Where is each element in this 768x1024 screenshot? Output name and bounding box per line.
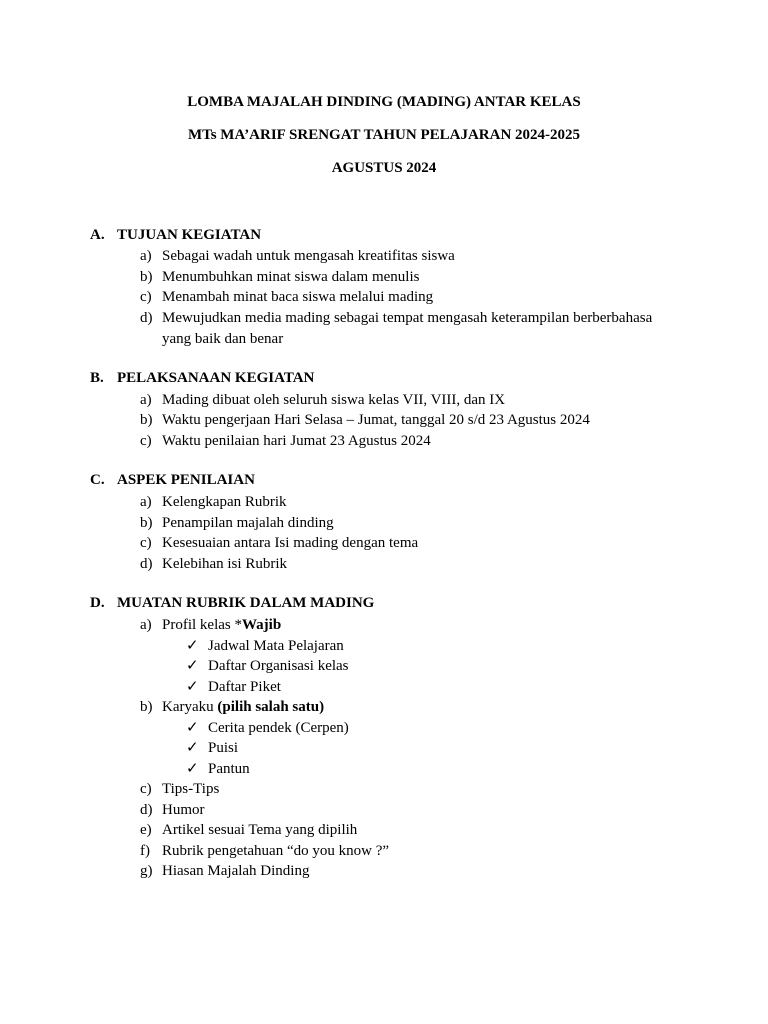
- section-letter: C.: [90, 472, 105, 488]
- item-label: c): [140, 781, 152, 797]
- document-title: LOMBA MAJALAH DINDING (MADING) ANTAR KELAS: [187, 94, 581, 110]
- item-label: d): [140, 556, 153, 572]
- section-title: TUJUAN KEGIATAN: [117, 227, 262, 243]
- item-label: f): [140, 843, 150, 859]
- section-title: ASPEK PENILAIAN: [117, 472, 255, 488]
- checklist-text: Daftar Piket: [208, 679, 281, 695]
- checkmark-icon: ✓: [186, 761, 199, 777]
- item-label: a): [140, 392, 152, 408]
- item-label: a): [140, 248, 152, 264]
- item-label: g): [140, 863, 153, 879]
- checkmark-icon: ✓: [186, 658, 199, 674]
- item-text: Rubrik pengetahuan “do you know ?”: [162, 843, 390, 859]
- item-text: Sebagai wadah untuk mengasah kreatifitas siswa: [162, 248, 455, 264]
- checkmark-icon: ✓: [186, 638, 199, 654]
- item-text: Kesesuaian antara Isi mading dengan tema: [162, 535, 419, 551]
- section-letter: D.: [90, 595, 105, 611]
- item-label: c): [140, 535, 152, 551]
- item-text: Hiasan Majalah Dinding: [162, 863, 310, 879]
- item-label: b): [140, 269, 153, 285]
- item-emphasis: Wajib: [242, 617, 282, 633]
- section-title: PELAKSANAAN KEGIATAN: [117, 370, 315, 386]
- checkmark-icon: ✓: [186, 720, 199, 736]
- item-label: d): [140, 310, 153, 326]
- item-text: Humor: [162, 802, 205, 818]
- item-label: a): [140, 617, 152, 633]
- item-label: c): [140, 433, 152, 449]
- checklist-text: Cerita pendek (Cerpen): [208, 720, 349, 736]
- document-date: AGUSTUS 2024: [331, 160, 437, 176]
- item-label: a): [140, 494, 152, 510]
- item-text: Tips-Tips: [162, 781, 220, 797]
- item-text-continuation: yang baik dan benar: [162, 331, 284, 347]
- checkmark-icon: ✓: [186, 679, 199, 695]
- section-title: MUATAN RUBRIK DALAM MADING: [117, 595, 375, 611]
- item-label: b): [140, 515, 153, 531]
- checklist-text: Daftar Organisasi kelas: [208, 658, 349, 674]
- checklist-text: Jadwal Mata Pelajaran: [208, 638, 344, 654]
- item-text: Waktu pengerjaan Hari Selasa – Jumat, tanggal 20 s/d 23 Agustus 2024: [162, 412, 590, 428]
- item-label: b): [140, 412, 153, 428]
- item-text: Kelengkapan Rubrik: [162, 494, 287, 510]
- item-label: c): [140, 289, 152, 305]
- item-text: Karyaku (pilih salah satu): [162, 699, 325, 715]
- item-text: Profil kelas *Wajib: [162, 617, 282, 633]
- section-letter: A.: [90, 227, 105, 243]
- document-subtitle: MTs MA’ARIF SRENGAT TAHUN PELAJARAN 2024-2025: [187, 127, 581, 143]
- item-label: d): [140, 802, 153, 818]
- item-text: Menumbuhkan minat siswa dalam menulis: [162, 269, 420, 285]
- item-label: e): [140, 822, 152, 838]
- checklist-text: Pantun: [208, 761, 250, 777]
- item-text: Artikel sesuai Tema yang dipilih: [162, 822, 358, 838]
- item-text: Penampilan majalah dinding: [162, 515, 334, 531]
- item-text: Waktu penilaian hari Jumat 23 Agustus 2024: [162, 433, 431, 449]
- section-letter: B.: [90, 370, 104, 386]
- item-text: Menambah minat baca siswa melalui mading: [162, 289, 434, 305]
- item-emphasis: (pilih salah satu): [217, 699, 325, 715]
- item-text: Kelebihan isi Rubrik: [162, 556, 287, 572]
- item-label: b): [140, 699, 153, 715]
- item-text: Mading dibuat oleh seluruh siswa kelas VII, VIII, dan IX: [162, 392, 506, 408]
- item-text: Mewujudkan media mading sebagai tempat mengasah keterampilan berberbahasa: [162, 310, 653, 326]
- checkmark-icon: ✓: [186, 740, 199, 756]
- checklist-text: Puisi: [208, 740, 239, 756]
